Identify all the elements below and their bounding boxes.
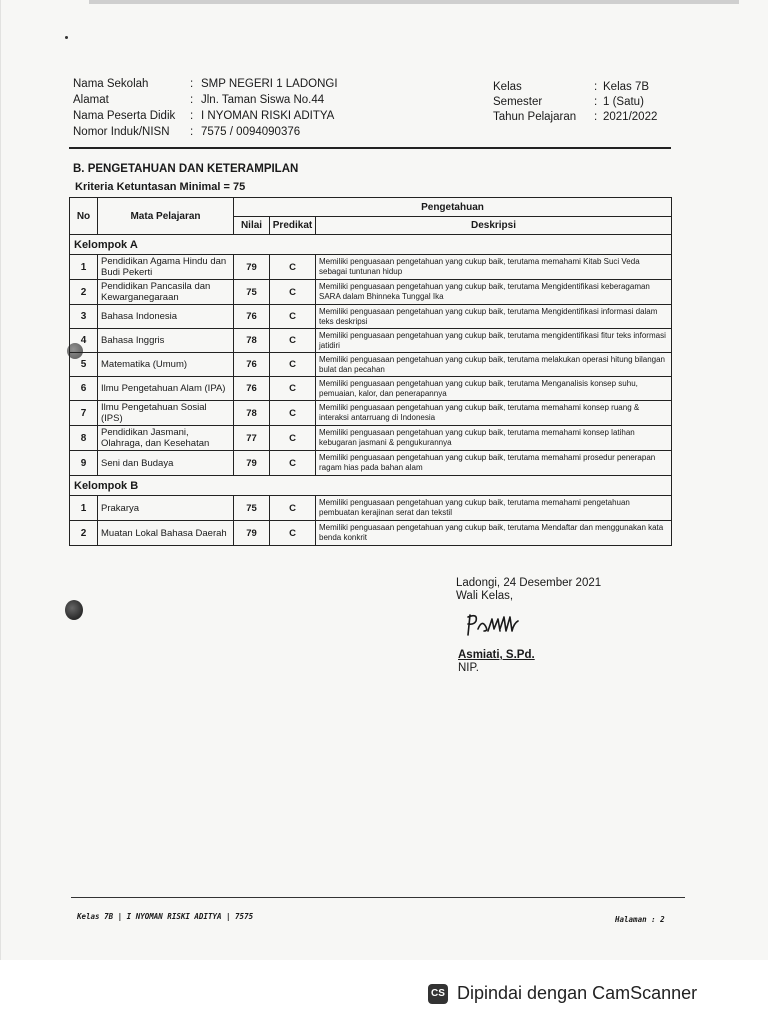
row-number: 6 bbox=[70, 377, 98, 401]
description-text: Memiliki penguasaan pengetahuan yang cukup baik, terutama Mendaftar dan menggunakan kata benda konkrit bbox=[316, 521, 672, 546]
subject-name: Pendidikan Pancasila dan Kewarganegaraan bbox=[98, 280, 234, 305]
row-number: 1 bbox=[70, 496, 98, 521]
ink-dot bbox=[65, 36, 68, 39]
subject-name: Ilmu Pengetahuan Alam (IPA) bbox=[98, 377, 234, 401]
predicate-value: C bbox=[270, 353, 316, 377]
row-number: 4 bbox=[70, 329, 98, 353]
separator: : bbox=[190, 94, 194, 106]
score-value: 79 bbox=[234, 521, 270, 546]
predicate-value: C bbox=[270, 451, 316, 476]
header-description: Deskripsi bbox=[316, 217, 672, 235]
header-knowledge: Pengetahuan bbox=[234, 198, 672, 217]
group-label: Kelompok B bbox=[70, 476, 672, 496]
punch-hole-mark bbox=[65, 600, 83, 620]
table-row bbox=[70, 255, 672, 280]
separator: : bbox=[190, 126, 194, 138]
grades-table bbox=[69, 197, 672, 546]
description-text: Memiliki penguasaan pengetahuan yang cukup baik, terutama Mengidentifikasi informasi dalam teks deskripsi bbox=[316, 305, 672, 329]
year-label: Tahun Pelajaran bbox=[493, 111, 577, 123]
table-row bbox=[70, 305, 672, 329]
footer-divider bbox=[71, 897, 685, 898]
row-number: 2 bbox=[70, 521, 98, 546]
class-label: Kelas bbox=[493, 81, 522, 93]
header-divider bbox=[69, 147, 671, 149]
school-label: Nama Sekolah bbox=[73, 78, 149, 90]
table-row bbox=[70, 426, 672, 451]
score-value: 76 bbox=[234, 377, 270, 401]
subject-name: Bahasa Indonesia bbox=[98, 305, 234, 329]
nisn-label: Nomor Induk/NISN bbox=[73, 126, 170, 138]
table-row bbox=[70, 377, 672, 401]
separator: : bbox=[190, 78, 194, 90]
score-value: 79 bbox=[234, 451, 270, 476]
page-edge bbox=[89, 0, 739, 4]
signature-name: Asmiati, S.Pd. bbox=[458, 649, 535, 661]
table-row bbox=[70, 451, 672, 476]
table-row bbox=[70, 521, 672, 546]
section-title: B. PENGETAHUAN DAN KETERAMPILAN bbox=[73, 163, 299, 175]
predicate-value: C bbox=[270, 496, 316, 521]
table-row bbox=[70, 496, 672, 521]
header-score: Nilai bbox=[234, 217, 270, 235]
address-label: Alamat bbox=[73, 94, 109, 106]
subject-name: Seni dan Budaya bbox=[98, 451, 234, 476]
subject-name: Pendidikan Jasmani, Olahraga, dan Kesehatan bbox=[98, 426, 234, 451]
year-value: 2021/2022 bbox=[603, 111, 658, 123]
subject-name: Ilmu Pengetahuan Sosial (IPS) bbox=[98, 401, 234, 426]
description-text: Memiliki penguasaan pengetahuan yang cukup baik, terutama mengidentifikasi fitur teks informasi jatidiri bbox=[316, 329, 672, 353]
header-predicate: Predikat bbox=[270, 217, 316, 235]
subject-name: Muatan Lokal Bahasa Daerah bbox=[98, 521, 234, 546]
signature-role: Wali Kelas, bbox=[456, 590, 514, 602]
row-number: 7 bbox=[70, 401, 98, 426]
subject-name: Bahasa Inggris bbox=[98, 329, 234, 353]
row-number: 2 bbox=[70, 280, 98, 305]
table-row bbox=[70, 353, 672, 377]
score-value: 75 bbox=[234, 280, 270, 305]
nisn-value: 7575 / 0094090376 bbox=[201, 126, 301, 138]
row-number: 8 bbox=[70, 426, 98, 451]
footer-page-number: Halaman : 2 bbox=[615, 915, 665, 924]
signature-nip: NIP. bbox=[458, 662, 479, 674]
header-subject: Mata Pelajaran bbox=[98, 198, 234, 235]
kkm-line bbox=[75, 181, 245, 193]
table-row bbox=[70, 401, 672, 426]
predicate-value: C bbox=[270, 329, 316, 353]
grades-body bbox=[70, 235, 672, 546]
score-value: 79 bbox=[234, 255, 270, 280]
description-text: Memiliki penguasaan pengetahuan yang cukup baik, terutama memahami konsep ruang & interaksi antarruang di Indonesia bbox=[316, 401, 672, 426]
camscanner-watermark bbox=[428, 983, 697, 1004]
predicate-value: C bbox=[270, 521, 316, 546]
predicate-value: C bbox=[270, 426, 316, 451]
handwritten-signature bbox=[464, 609, 524, 641]
predicate-value: C bbox=[270, 280, 316, 305]
predicate-value: C bbox=[270, 255, 316, 280]
description-text: Memiliki penguasaan pengetahuan yang cukup baik, terutama melakukan operasi hitung bilangan bulat dan pecahan bbox=[316, 353, 672, 377]
group-b-header bbox=[70, 476, 672, 496]
kkm-label: Kriteria Ketuntasan Minimal = bbox=[75, 181, 234, 193]
subject-name: Prakarya bbox=[98, 496, 234, 521]
predicate-value: C bbox=[270, 401, 316, 426]
description-text: Memiliki penguasaan pengetahuan yang cukup baik, terutama memahami prosedur penerapan ragam hias pada bahan alam bbox=[316, 451, 672, 476]
address-value: Jln. Taman Siswa No.44 bbox=[201, 94, 325, 106]
kkm-value: 75 bbox=[233, 181, 246, 193]
row-number: 5 bbox=[70, 353, 98, 377]
class-value: Kelas 7B bbox=[603, 81, 650, 93]
header-no: No bbox=[70, 198, 98, 235]
description-text: Memiliki penguasaan pengetahuan yang cukup baik, terutama Mengidentifikasi keberagaman SARA dalam Bhinneka Tunggal Ika bbox=[316, 280, 672, 305]
row-number: 3 bbox=[70, 305, 98, 329]
separator: : bbox=[594, 96, 598, 108]
camscanner-logo-icon: CS bbox=[428, 984, 448, 1004]
school-value: SMP NEGERI 1 LADONGI bbox=[201, 78, 338, 90]
description-text: Memiliki penguasaan pengetahuan yang cukup baik, terutama memahami pengetahuan pembuatan kerajinan serat dan tekstil bbox=[316, 496, 672, 521]
score-value: 78 bbox=[234, 401, 270, 426]
footer-student-info: Kelas 7B | I NYOMAN RISKI ADITYA | 7575 bbox=[77, 912, 254, 921]
separator: : bbox=[594, 81, 598, 93]
score-value: 75 bbox=[234, 496, 270, 521]
score-value: 76 bbox=[234, 305, 270, 329]
semester-value: 1 (Satu) bbox=[603, 96, 644, 108]
separator: : bbox=[190, 110, 194, 122]
description-text: Memiliki penguasaan pengetahuan yang cukup baik, terutama Menganalisis konsep suhu, pemuaian, kalor, dan penerapannya bbox=[316, 377, 672, 401]
predicate-value: C bbox=[270, 377, 316, 401]
student-label: Nama Peserta Didik bbox=[73, 110, 176, 122]
group-label: Kelompok A bbox=[70, 235, 672, 255]
predicate-value: C bbox=[270, 305, 316, 329]
student-value: I NYOMAN RISKI ADITYA bbox=[201, 110, 335, 122]
score-value: 77 bbox=[234, 426, 270, 451]
separator: : bbox=[594, 111, 598, 123]
table-row bbox=[70, 280, 672, 305]
score-value: 76 bbox=[234, 353, 270, 377]
score-value: 78 bbox=[234, 329, 270, 353]
description-text: Memiliki penguasaan pengetahuan yang cukup baik, terutama memahami Kitab Suci Veda sebagai tuntunan hidup bbox=[316, 255, 672, 280]
camscanner-text: Dipindai dengan CamScanner bbox=[457, 983, 698, 1003]
row-number: 1 bbox=[70, 255, 98, 280]
description-text: Memiliki penguasaan pengetahuan yang cukup baik, terutama memahami konsep latihan kebugaran jasmani & pengukurannya bbox=[316, 426, 672, 451]
subject-name: Pendidikan Agama Hindu dan Budi Pekerti bbox=[98, 255, 234, 280]
signature-place-date: Ladongi, 24 Desember 2021 bbox=[456, 577, 602, 589]
row-number: 9 bbox=[70, 451, 98, 476]
table-row bbox=[70, 329, 672, 353]
group-a-header bbox=[70, 235, 672, 255]
subject-name: Matematika (Umum) bbox=[98, 353, 234, 377]
semester-label: Semester bbox=[493, 96, 543, 108]
